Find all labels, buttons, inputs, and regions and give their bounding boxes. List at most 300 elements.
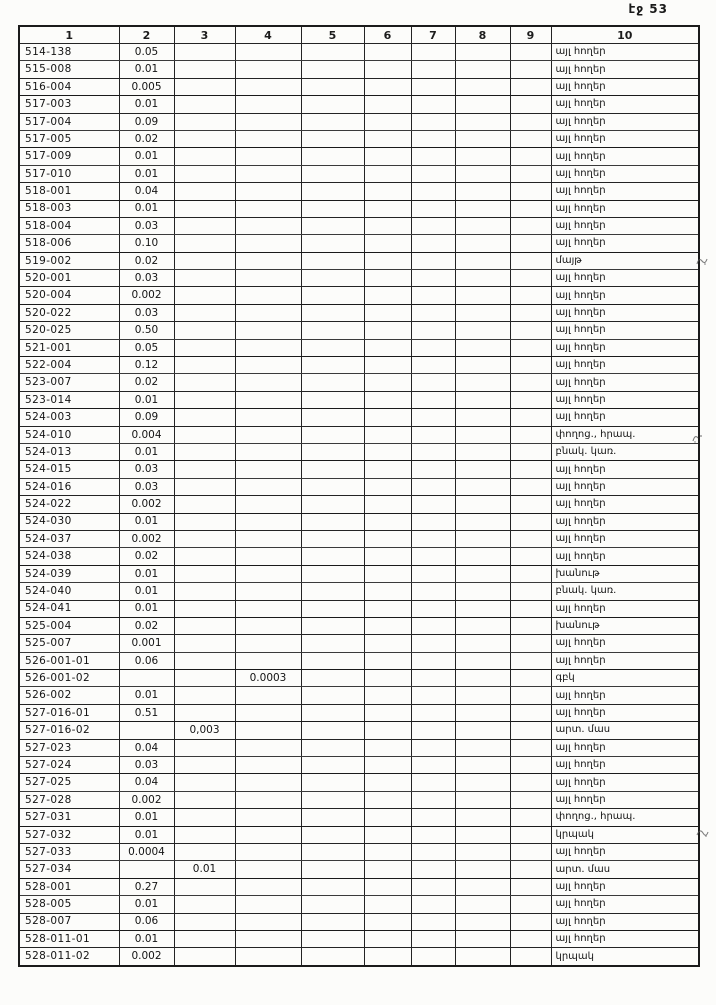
cell-area-value: 0.04 [119, 739, 174, 756]
cell-area-value [510, 913, 551, 930]
cell-area-value [301, 217, 364, 234]
table-row [19, 443, 699, 460]
cell-parcel-code: 517-004 [19, 113, 119, 130]
cell-area-value [301, 843, 364, 860]
cell-area-value [235, 565, 301, 582]
cell-area-value [364, 791, 411, 808]
cell-land-use: գբկ [551, 670, 699, 687]
cell-area-value [174, 426, 235, 443]
cell-area-value [510, 513, 551, 530]
cell-area-value [174, 235, 235, 252]
cell-area-value [510, 270, 551, 287]
cell-area-value: 0.02 [119, 374, 174, 391]
cell-area-value [301, 617, 364, 634]
cell-parcel-code: 523-014 [19, 391, 119, 408]
cell-area-value [510, 861, 551, 878]
cell-area-value [364, 374, 411, 391]
cell-area-value [364, 930, 411, 947]
cell-area-value [174, 843, 235, 860]
cell-parcel-code: 517-003 [19, 96, 119, 113]
cell-area-value [510, 322, 551, 339]
cell-area-value [411, 374, 455, 391]
cell-area-value [455, 930, 510, 947]
cell-area-value [174, 635, 235, 652]
cell-area-value: 0.05 [119, 44, 174, 61]
cell-area-value [364, 339, 411, 356]
cell-area-value [174, 113, 235, 130]
cell-area-value [174, 287, 235, 304]
cell-parcel-code: 527-033 [19, 843, 119, 860]
cell-parcel-code: 525-007 [19, 635, 119, 652]
cell-area-value [455, 130, 510, 147]
cell-area-value [455, 374, 510, 391]
table-row [19, 583, 699, 600]
cell-land-use: այլ հողեր [551, 774, 699, 791]
cell-land-use: այլ հողեր [551, 235, 699, 252]
cell-area-value [174, 687, 235, 704]
cell-land-use: այլ հողեր [551, 183, 699, 200]
table-row [19, 896, 699, 913]
cell-area-value [364, 670, 411, 687]
table-row [19, 165, 699, 182]
cell-area-value [235, 739, 301, 756]
cell-area-value [301, 78, 364, 95]
table-row [19, 704, 699, 721]
column-header-2: 2 [119, 26, 174, 44]
cell-area-value: 0.01 [119, 583, 174, 600]
cell-area-value [301, 252, 364, 269]
cell-area-value [364, 391, 411, 408]
cell-area-value [510, 148, 551, 165]
cell-area-value [364, 600, 411, 617]
cell-area-value [235, 878, 301, 895]
table-row [19, 513, 699, 530]
cell-area-value [510, 774, 551, 791]
cell-area-value [455, 183, 510, 200]
cell-area-value [510, 339, 551, 356]
table-row [19, 44, 699, 61]
cell-area-value: 0.10 [119, 235, 174, 252]
table-row [19, 409, 699, 426]
cell-area-value [174, 304, 235, 321]
cell-area-value [411, 61, 455, 78]
cell-parcel-code: 524-030 [19, 513, 119, 530]
cell-area-value: 0.02 [119, 130, 174, 147]
table-row [19, 809, 699, 826]
cell-area-value [411, 96, 455, 113]
cell-land-use: այլ հողեր [551, 496, 699, 513]
cell-area-value [455, 235, 510, 252]
cell-area-value: 0.04 [119, 774, 174, 791]
cell-area-value: 0.06 [119, 913, 174, 930]
cell-parcel-code: 527-034 [19, 861, 119, 878]
cell-area-value [301, 913, 364, 930]
cell-area-value [174, 930, 235, 947]
cell-area-value [510, 530, 551, 547]
cell-land-use: այլ հողեր [551, 913, 699, 930]
column-header-1: 1 [19, 26, 119, 44]
cell-area-value [364, 739, 411, 756]
cell-area-value [411, 270, 455, 287]
cell-area-value [174, 478, 235, 495]
column-header-5: 5 [301, 26, 364, 44]
cell-area-value [455, 617, 510, 634]
cell-area-value: 0.05 [119, 339, 174, 356]
cell-parcel-code: 517-009 [19, 148, 119, 165]
cell-area-value: 0.06 [119, 652, 174, 669]
cell-area-value [455, 530, 510, 547]
cell-land-use: այլ հողեր [551, 96, 699, 113]
cell-area-value [235, 322, 301, 339]
cell-area-value: 0.01 [119, 96, 174, 113]
cell-area-value [235, 339, 301, 356]
cell-area-value [455, 687, 510, 704]
table-row [19, 357, 699, 374]
cell-area-value: 0.0003 [235, 670, 301, 687]
cell-area-value [301, 61, 364, 78]
cell-land-use: այլ հողեր [551, 322, 699, 339]
cell-area-value [411, 426, 455, 443]
cell-area-value [301, 200, 364, 217]
cell-area-value [455, 44, 510, 61]
cell-land-use: այլ հողեր [551, 600, 699, 617]
cell-land-use: այլ հողեր [551, 791, 699, 808]
cell-area-value [411, 217, 455, 234]
cell-area-value [174, 878, 235, 895]
cell-area-value [510, 200, 551, 217]
cell-area-value: 0.03 [119, 217, 174, 234]
cell-area-value [510, 96, 551, 113]
cell-parcel-code: 518-003 [19, 200, 119, 217]
cell-area-value [174, 739, 235, 756]
table-row [19, 652, 699, 669]
cell-land-use: այլ հողեր [551, 165, 699, 182]
cell-area-value [411, 774, 455, 791]
cell-area-value [174, 165, 235, 182]
table-row [19, 235, 699, 252]
table-row [19, 322, 699, 339]
cell-land-use: այլ հողեր [551, 78, 699, 95]
cell-area-value [235, 461, 301, 478]
cell-area-value [455, 635, 510, 652]
table-row [19, 478, 699, 495]
cell-area-value [364, 200, 411, 217]
cell-area-value [411, 44, 455, 61]
cell-area-value [301, 548, 364, 565]
cell-land-use: այլ հողեր [551, 513, 699, 530]
cell-area-value [119, 670, 174, 687]
cell-land-use: այլ հողեր [551, 148, 699, 165]
cell-area-value [235, 809, 301, 826]
cell-area-value [364, 113, 411, 130]
cell-area-value: 0.01 [119, 687, 174, 704]
cell-area-value [455, 513, 510, 530]
cell-land-use: այլ հողեր [551, 896, 699, 913]
cell-area-value [235, 617, 301, 634]
cell-area-value [510, 757, 551, 774]
cell-area-value [510, 739, 551, 756]
cell-land-use: այլ հողեր [551, 409, 699, 426]
table-row [19, 722, 699, 739]
cell-land-use: այլ հողեր [551, 200, 699, 217]
table-row [19, 200, 699, 217]
cell-land-use: այլ հողեր [551, 304, 699, 321]
table-row [19, 948, 699, 966]
cell-area-value [510, 113, 551, 130]
cell-area-value [455, 461, 510, 478]
cell-area-value [510, 896, 551, 913]
cell-parcel-code: 527-016-02 [19, 722, 119, 739]
cell-area-value [235, 843, 301, 860]
table-row [19, 78, 699, 95]
table-header-row [19, 26, 699, 44]
table-row [19, 530, 699, 547]
cell-parcel-code: 518-001 [19, 183, 119, 200]
table-row [19, 183, 699, 200]
cell-land-use: այլ հողեր [551, 391, 699, 408]
cell-area-value: 0.01 [119, 443, 174, 460]
cell-parcel-code: 515-008 [19, 61, 119, 78]
cell-area-value [411, 670, 455, 687]
table-row [19, 374, 699, 391]
cell-area-value [174, 322, 235, 339]
cell-area-value [235, 652, 301, 669]
cell-land-use: այլ հողեր [551, 339, 699, 356]
cell-land-use: այլ հողեր [551, 61, 699, 78]
cell-area-value [455, 443, 510, 460]
cell-parcel-code: 524-039 [19, 565, 119, 582]
cell-land-use: այլ հողեր [551, 374, 699, 391]
cell-area-value [411, 948, 455, 966]
cell-area-value [364, 948, 411, 966]
cell-area-value [510, 670, 551, 687]
table-row [19, 287, 699, 304]
cell-area-value [235, 635, 301, 652]
cell-area-value [235, 530, 301, 547]
cell-area-value [235, 113, 301, 130]
cell-area-value [411, 200, 455, 217]
table-row [19, 930, 699, 947]
cell-area-value [301, 270, 364, 287]
cell-area-value: 0.001 [119, 635, 174, 652]
cell-area-value [411, 826, 455, 843]
table-row [19, 635, 699, 652]
cell-area-value [235, 130, 301, 147]
cell-area-value [235, 704, 301, 721]
cell-area-value [510, 930, 551, 947]
cell-area-value [411, 183, 455, 200]
cell-area-value [235, 183, 301, 200]
cell-area-value [301, 461, 364, 478]
cell-area-value [364, 843, 411, 860]
cell-area-value: 0.04 [119, 183, 174, 200]
cell-area-value [119, 861, 174, 878]
cell-area-value [174, 530, 235, 547]
cell-area-value [235, 44, 301, 61]
cell-land-use: այլ հողեր [551, 843, 699, 860]
cell-parcel-code: 527-025 [19, 774, 119, 791]
cell-land-use: արտ. մաս [551, 861, 699, 878]
cell-area-value [174, 374, 235, 391]
cell-area-value [364, 548, 411, 565]
cell-land-use: այլ հողեր [551, 878, 699, 895]
cell-area-value [455, 217, 510, 234]
cell-area-value [510, 948, 551, 966]
cell-area-value [364, 61, 411, 78]
cell-area-value [301, 739, 364, 756]
cell-area-value [235, 478, 301, 495]
cell-area-value [411, 530, 455, 547]
cell-area-value [364, 409, 411, 426]
cell-area-value [411, 583, 455, 600]
cell-area-value [301, 565, 364, 582]
cell-area-value [364, 443, 411, 460]
cell-area-value: 0.01 [119, 513, 174, 530]
cell-area-value [411, 409, 455, 426]
cell-area-value [411, 148, 455, 165]
cell-area-value [510, 878, 551, 895]
cell-area-value [364, 617, 411, 634]
cell-area-value [411, 165, 455, 182]
cell-area-value [510, 217, 551, 234]
cell-area-value [301, 878, 364, 895]
column-header-9: 9 [510, 26, 551, 44]
cell-parcel-code: 518-006 [19, 235, 119, 252]
cell-area-value [301, 496, 364, 513]
cell-area-value [174, 913, 235, 930]
cell-area-value [301, 96, 364, 113]
cell-parcel-code: 522-004 [19, 357, 119, 374]
cell-area-value: 0.01 [174, 861, 235, 878]
cell-area-value [455, 96, 510, 113]
cell-area-value [364, 44, 411, 61]
cell-area-value [510, 426, 551, 443]
cell-area-value [510, 652, 551, 669]
cell-area-value [301, 861, 364, 878]
cell-area-value: 0.002 [119, 791, 174, 808]
cell-area-value [455, 339, 510, 356]
cell-parcel-code: 524-022 [19, 496, 119, 513]
cell-area-value [411, 78, 455, 95]
table-row [19, 426, 699, 443]
cell-area-value [411, 704, 455, 721]
cell-area-value [455, 61, 510, 78]
cell-area-value: 0.50 [119, 322, 174, 339]
cell-parcel-code: 517-010 [19, 165, 119, 182]
cell-area-value [364, 722, 411, 739]
cell-area-value [174, 548, 235, 565]
cell-area-value [364, 78, 411, 95]
cell-area-value [301, 670, 364, 687]
cell-area-value [364, 496, 411, 513]
cell-area-value [411, 791, 455, 808]
cell-area-value [364, 878, 411, 895]
table-row [19, 339, 699, 356]
cell-area-value: 0.12 [119, 357, 174, 374]
cell-area-value: 0.0004 [119, 843, 174, 860]
column-header-3: 3 [174, 26, 235, 44]
cell-area-value [235, 513, 301, 530]
cell-area-value [235, 791, 301, 808]
cell-area-value [510, 252, 551, 269]
cell-area-value [411, 930, 455, 947]
cell-area-value: 0.03 [119, 461, 174, 478]
cell-area-value [510, 61, 551, 78]
cell-area-value [411, 861, 455, 878]
column-header-6: 6 [364, 26, 411, 44]
cell-area-value [301, 513, 364, 530]
cell-area-value: 0.002 [119, 496, 174, 513]
cell-area-value: 0.002 [119, 287, 174, 304]
cell-area-value [301, 530, 364, 547]
cell-area-value [455, 861, 510, 878]
cell-area-value: 0.03 [119, 478, 174, 495]
cell-area-value [364, 426, 411, 443]
cell-area-value [455, 426, 510, 443]
cell-area-value [301, 374, 364, 391]
cell-land-use: այլ հողեր [551, 270, 699, 287]
cell-area-value [364, 478, 411, 495]
cell-area-value: 0.002 [119, 948, 174, 966]
cell-area-value [301, 774, 364, 791]
cell-area-value [510, 44, 551, 61]
cell-area-value [411, 635, 455, 652]
cell-area-value [364, 826, 411, 843]
cell-area-value [235, 583, 301, 600]
cell-area-value [235, 861, 301, 878]
cell-area-value [301, 165, 364, 182]
cell-area-value [411, 478, 455, 495]
cell-land-use: այլ հողեր [551, 478, 699, 495]
cell-area-value [301, 930, 364, 947]
cell-area-value [235, 757, 301, 774]
cell-area-value [510, 130, 551, 147]
column-header-10: 10 [551, 26, 699, 44]
cell-area-value [301, 809, 364, 826]
cell-area-value [235, 687, 301, 704]
cell-area-value [235, 148, 301, 165]
cell-area-value [174, 461, 235, 478]
cell-parcel-code: 527-023 [19, 739, 119, 756]
cell-area-value [235, 287, 301, 304]
cell-area-value [510, 565, 551, 582]
cell-area-value [455, 826, 510, 843]
cell-area-value: 0.51 [119, 704, 174, 721]
cell-area-value: 0.01 [119, 61, 174, 78]
cell-area-value [411, 722, 455, 739]
cell-area-value [301, 391, 364, 408]
cell-land-use: այլ հողեր [551, 461, 699, 478]
cell-area-value [174, 78, 235, 95]
cell-land-use: բնակ. կառ. [551, 583, 699, 600]
column-header-8: 8 [455, 26, 510, 44]
cell-parcel-code: 524-016 [19, 478, 119, 495]
cell-area-value [364, 252, 411, 269]
cell-land-use: այլ հողեր [551, 44, 699, 61]
cell-area-value [301, 757, 364, 774]
cell-area-value [364, 304, 411, 321]
cell-land-use: այլ հողեր [551, 739, 699, 756]
cell-area-value [301, 130, 364, 147]
cell-area-value [411, 304, 455, 321]
table-row [19, 148, 699, 165]
cell-area-value [301, 600, 364, 617]
cell-area-value [301, 287, 364, 304]
cell-area-value [174, 217, 235, 234]
cell-area-value [455, 565, 510, 582]
cell-area-value [510, 165, 551, 182]
cell-parcel-code: 528-007 [19, 913, 119, 930]
